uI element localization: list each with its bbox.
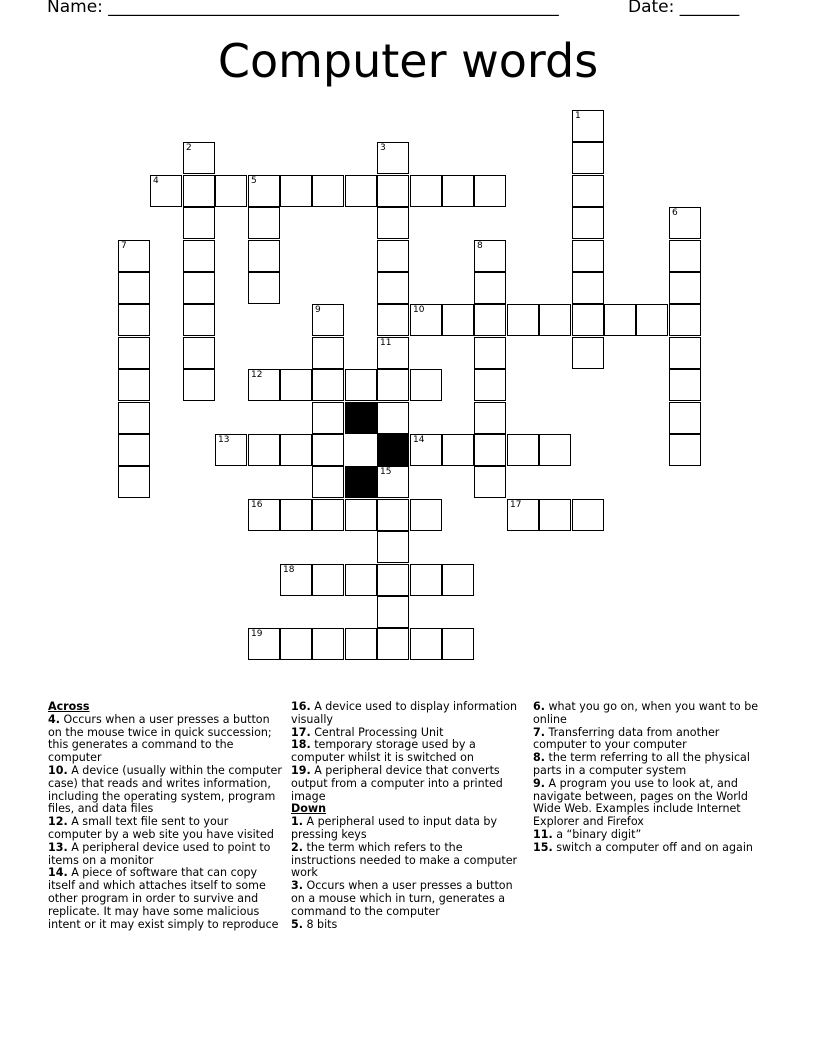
clue-down-15: 15. switch a computer off and on again [533,840,753,854]
clue-number: 2 [186,143,192,153]
crossword-cell[interactable] [183,175,215,207]
crossword-cell[interactable] [442,175,474,207]
clue-down-6: 6. what you go on, when you want to be online [533,700,759,726]
crossword-cell[interactable] [442,628,474,660]
crossword-cell[interactable] [442,564,474,596]
crossword-cell[interactable] [312,304,344,336]
clue-down-2: 2. the term which refers to the instructions needed to make a computer work [291,840,518,880]
crossword-cell[interactable] [474,240,506,272]
crossword-cell[interactable] [248,207,280,239]
crossword-cell[interactable] [345,564,377,596]
crossword-cell[interactable] [183,337,215,369]
clue-number: 3 [380,143,386,153]
clue-number: 17 [510,500,522,510]
crossword-cell[interactable] [572,337,604,369]
crossword-cell[interactable] [669,272,701,304]
crossword-cell[interactable] [572,499,604,531]
crossword-cell[interactable] [474,402,506,434]
clue-number: 8 [477,241,483,251]
crossword-cell[interactable] [183,142,215,174]
black-square [345,466,377,498]
crossword-cell[interactable] [410,564,442,596]
clue-number: 6 [672,208,678,218]
crossword-cell[interactable] [280,628,312,660]
crossword-cell[interactable] [345,499,377,531]
clue-number: 4 [153,176,159,186]
crossword-cell[interactable] [410,175,442,207]
clue-number: 13 [218,435,230,445]
clues-column-2 [291,701,526,931]
crossword-cell[interactable] [248,499,280,531]
crossword-cell[interactable] [474,466,506,498]
crossword-cell[interactable] [118,466,150,498]
clue-across-12: 12. A small text file sent to your computer by a web site you have visited [48,815,274,841]
clue-number: 16 [251,500,263,510]
clue-down-7: 7. Transferring data from another computer to your computer [533,725,720,752]
clue-number: 7 [121,241,127,251]
crossword-cell[interactable] [377,466,409,498]
crossword-cell[interactable] [474,304,506,336]
crossword-cell[interactable] [410,499,442,531]
crossword-cell[interactable] [474,175,506,207]
crossword-cell[interactable] [248,175,280,207]
clue-number: 12 [251,370,263,380]
crossword-cell[interactable] [377,402,409,434]
clue-number: 9 [315,305,321,315]
crossword-cell[interactable] [539,304,571,336]
crossword-cell[interactable] [345,175,377,207]
crossword-cell[interactable] [248,240,280,272]
crossword-cell[interactable] [377,628,409,660]
crossword-cell[interactable] [410,304,442,336]
crossword-cell[interactable] [669,207,701,239]
crossword-cell[interactable] [377,531,409,563]
crossword-cell[interactable] [312,402,344,434]
black-square [345,402,377,434]
crossword-cell[interactable] [539,434,571,466]
crossword-cell[interactable] [183,240,215,272]
clue-across-13: 13. A peripheral device used to point to items on a monitor [48,840,271,867]
clue-number: 10 [413,305,425,315]
crossword-cell[interactable] [572,240,604,272]
crossword-cell[interactable] [377,207,409,239]
clue-across-14: 14. A piece of software that can copy itself and which attaches itself to some other program in order to survive and replicate. It may have some malicious intent or it may exist simply to reproduce [48,866,279,931]
clue-number: 5 [251,176,257,186]
crossword-cell[interactable] [636,304,668,336]
crossword-cell[interactable] [183,207,215,239]
clue-down-5: 5. 8 bits [291,917,338,931]
crossword-cell[interactable] [410,628,442,660]
crossword-cell[interactable] [215,175,247,207]
clue-across-18: 18. temporary storage used by a computer whilst it is switched on [291,738,476,765]
crossword-cell[interactable] [669,434,701,466]
crossword-cell[interactable] [312,628,344,660]
crossword-cell[interactable] [474,369,506,401]
crossword-cell[interactable] [248,272,280,304]
crossword-cell[interactable] [377,434,409,466]
crossword-cell[interactable] [312,337,344,369]
crossword-cell[interactable] [572,207,604,239]
crossword-cell[interactable] [150,175,182,207]
page-title: Computer words [217,34,599,88]
crossword-cell[interactable] [312,466,344,498]
crossword-cell[interactable] [377,596,409,628]
crossword-cell[interactable] [280,175,312,207]
crossword-cell[interactable] [183,272,215,304]
crossword-cell[interactable] [248,434,280,466]
crossword-cell[interactable] [474,434,506,466]
crossword-cell[interactable] [377,337,409,369]
crossword-cell[interactable] [377,272,409,304]
clue-across-10: 10. A device (usually within the computer case) that reads and writes information, including the operating system, program files, and data files [48,763,282,816]
crossword-cell[interactable] [345,369,377,401]
crossword-cell[interactable] [312,175,344,207]
crossword-cell[interactable] [669,402,701,434]
crossword-cell[interactable] [442,434,474,466]
crossword-cell[interactable] [377,175,409,207]
clue-number: 11 [380,338,392,348]
crossword-cell[interactable] [377,564,409,596]
crossword-cell[interactable] [312,564,344,596]
clue-across-16: 16. A device used to display information visually [291,700,518,726]
name-field: Name: _____________________________________________________ [47,0,559,17]
clues-column-1 [48,701,283,931]
crossword-cell[interactable] [507,434,539,466]
clue-down-9: 9. A program you use to look at, and navigate between, pages on the World Wide Web. Examples include Internet Explorer and Firefox [533,776,748,829]
crossword-cell[interactable] [539,499,571,531]
crossword-cell[interactable] [572,304,604,336]
crossword-cell[interactable] [377,499,409,531]
clue-number: 19 [251,629,263,639]
crossword-cell[interactable] [312,434,344,466]
crossword-cell[interactable] [248,369,280,401]
crossword-cell[interactable] [410,434,442,466]
crossword-cell[interactable] [118,272,150,304]
crossword-cell[interactable] [118,369,150,401]
down-heading: Down [291,802,326,816]
crossword-cell[interactable] [474,272,506,304]
crossword-cell[interactable] [572,142,604,174]
crossword-cell[interactable] [669,240,701,272]
clues-column-3 [533,701,768,855]
clue-down-8: 8. the term referring to all the physical parts in a computer system [533,751,750,777]
clue-number: 15 [380,467,392,477]
crossword-cell[interactable] [604,304,636,336]
crossword-cell[interactable] [183,304,215,336]
clue-number: 18 [283,565,295,575]
crossword-cell[interactable] [442,304,474,336]
across-heading: Across [48,700,90,713]
crossword-cell[interactable] [183,369,215,401]
crossword-cell[interactable] [312,369,344,401]
crossword-cell[interactable] [669,304,701,336]
crossword-cell[interactable] [345,628,377,660]
crossword-cell[interactable] [669,337,701,369]
crossword-cell[interactable] [507,499,539,531]
clue-number: 14 [413,435,425,445]
crossword-cell[interactable] [215,434,247,466]
crossword-cell[interactable] [507,304,539,336]
clue-number: 1 [575,111,581,121]
crossword-cell[interactable] [118,434,150,466]
crossword-cell[interactable] [572,175,604,207]
clue-across-4: 4. Occurs when a user presses a button on the mouse twice in quick succession; this generates a command to the computer [48,712,272,765]
crossword-cell[interactable] [572,272,604,304]
crossword-cell[interactable] [118,240,150,272]
clue-down-11: 11. a “binary digit” [533,827,642,841]
crossword-cell[interactable] [280,499,312,531]
crossword-cell[interactable] [312,499,344,531]
clue-down-1: 1. A peripheral used to input data by pressing keys [291,815,498,841]
clue-across-19: 19. A peripheral device that converts output from a computer into a printed image [291,763,503,803]
crossword-cell[interactable] [118,402,150,434]
clue-across-17: 17. Central Processing Unit [291,725,444,739]
crossword-cell[interactable] [410,369,442,401]
crossword-cell[interactable] [377,304,409,336]
crossword-cell[interactable] [118,304,150,336]
crossword-cell[interactable] [248,628,280,660]
clue-down-3: 3. Occurs when a user presses a button on a mouse which in turn, generates a command to the computer [291,879,513,918]
date-field: Date: _______ [628,0,740,17]
crossword-cell[interactable] [118,337,150,369]
crossword-cell[interactable] [280,434,312,466]
crossword-cell[interactable] [280,564,312,596]
crossword-cell[interactable] [377,142,409,174]
crossword-cell[interactable] [377,240,409,272]
crossword-cell[interactable] [377,369,409,401]
crossword-cell[interactable] [474,337,506,369]
crossword-cell[interactable] [280,369,312,401]
crossword-cell[interactable] [669,369,701,401]
crossword-cell[interactable] [572,110,604,142]
